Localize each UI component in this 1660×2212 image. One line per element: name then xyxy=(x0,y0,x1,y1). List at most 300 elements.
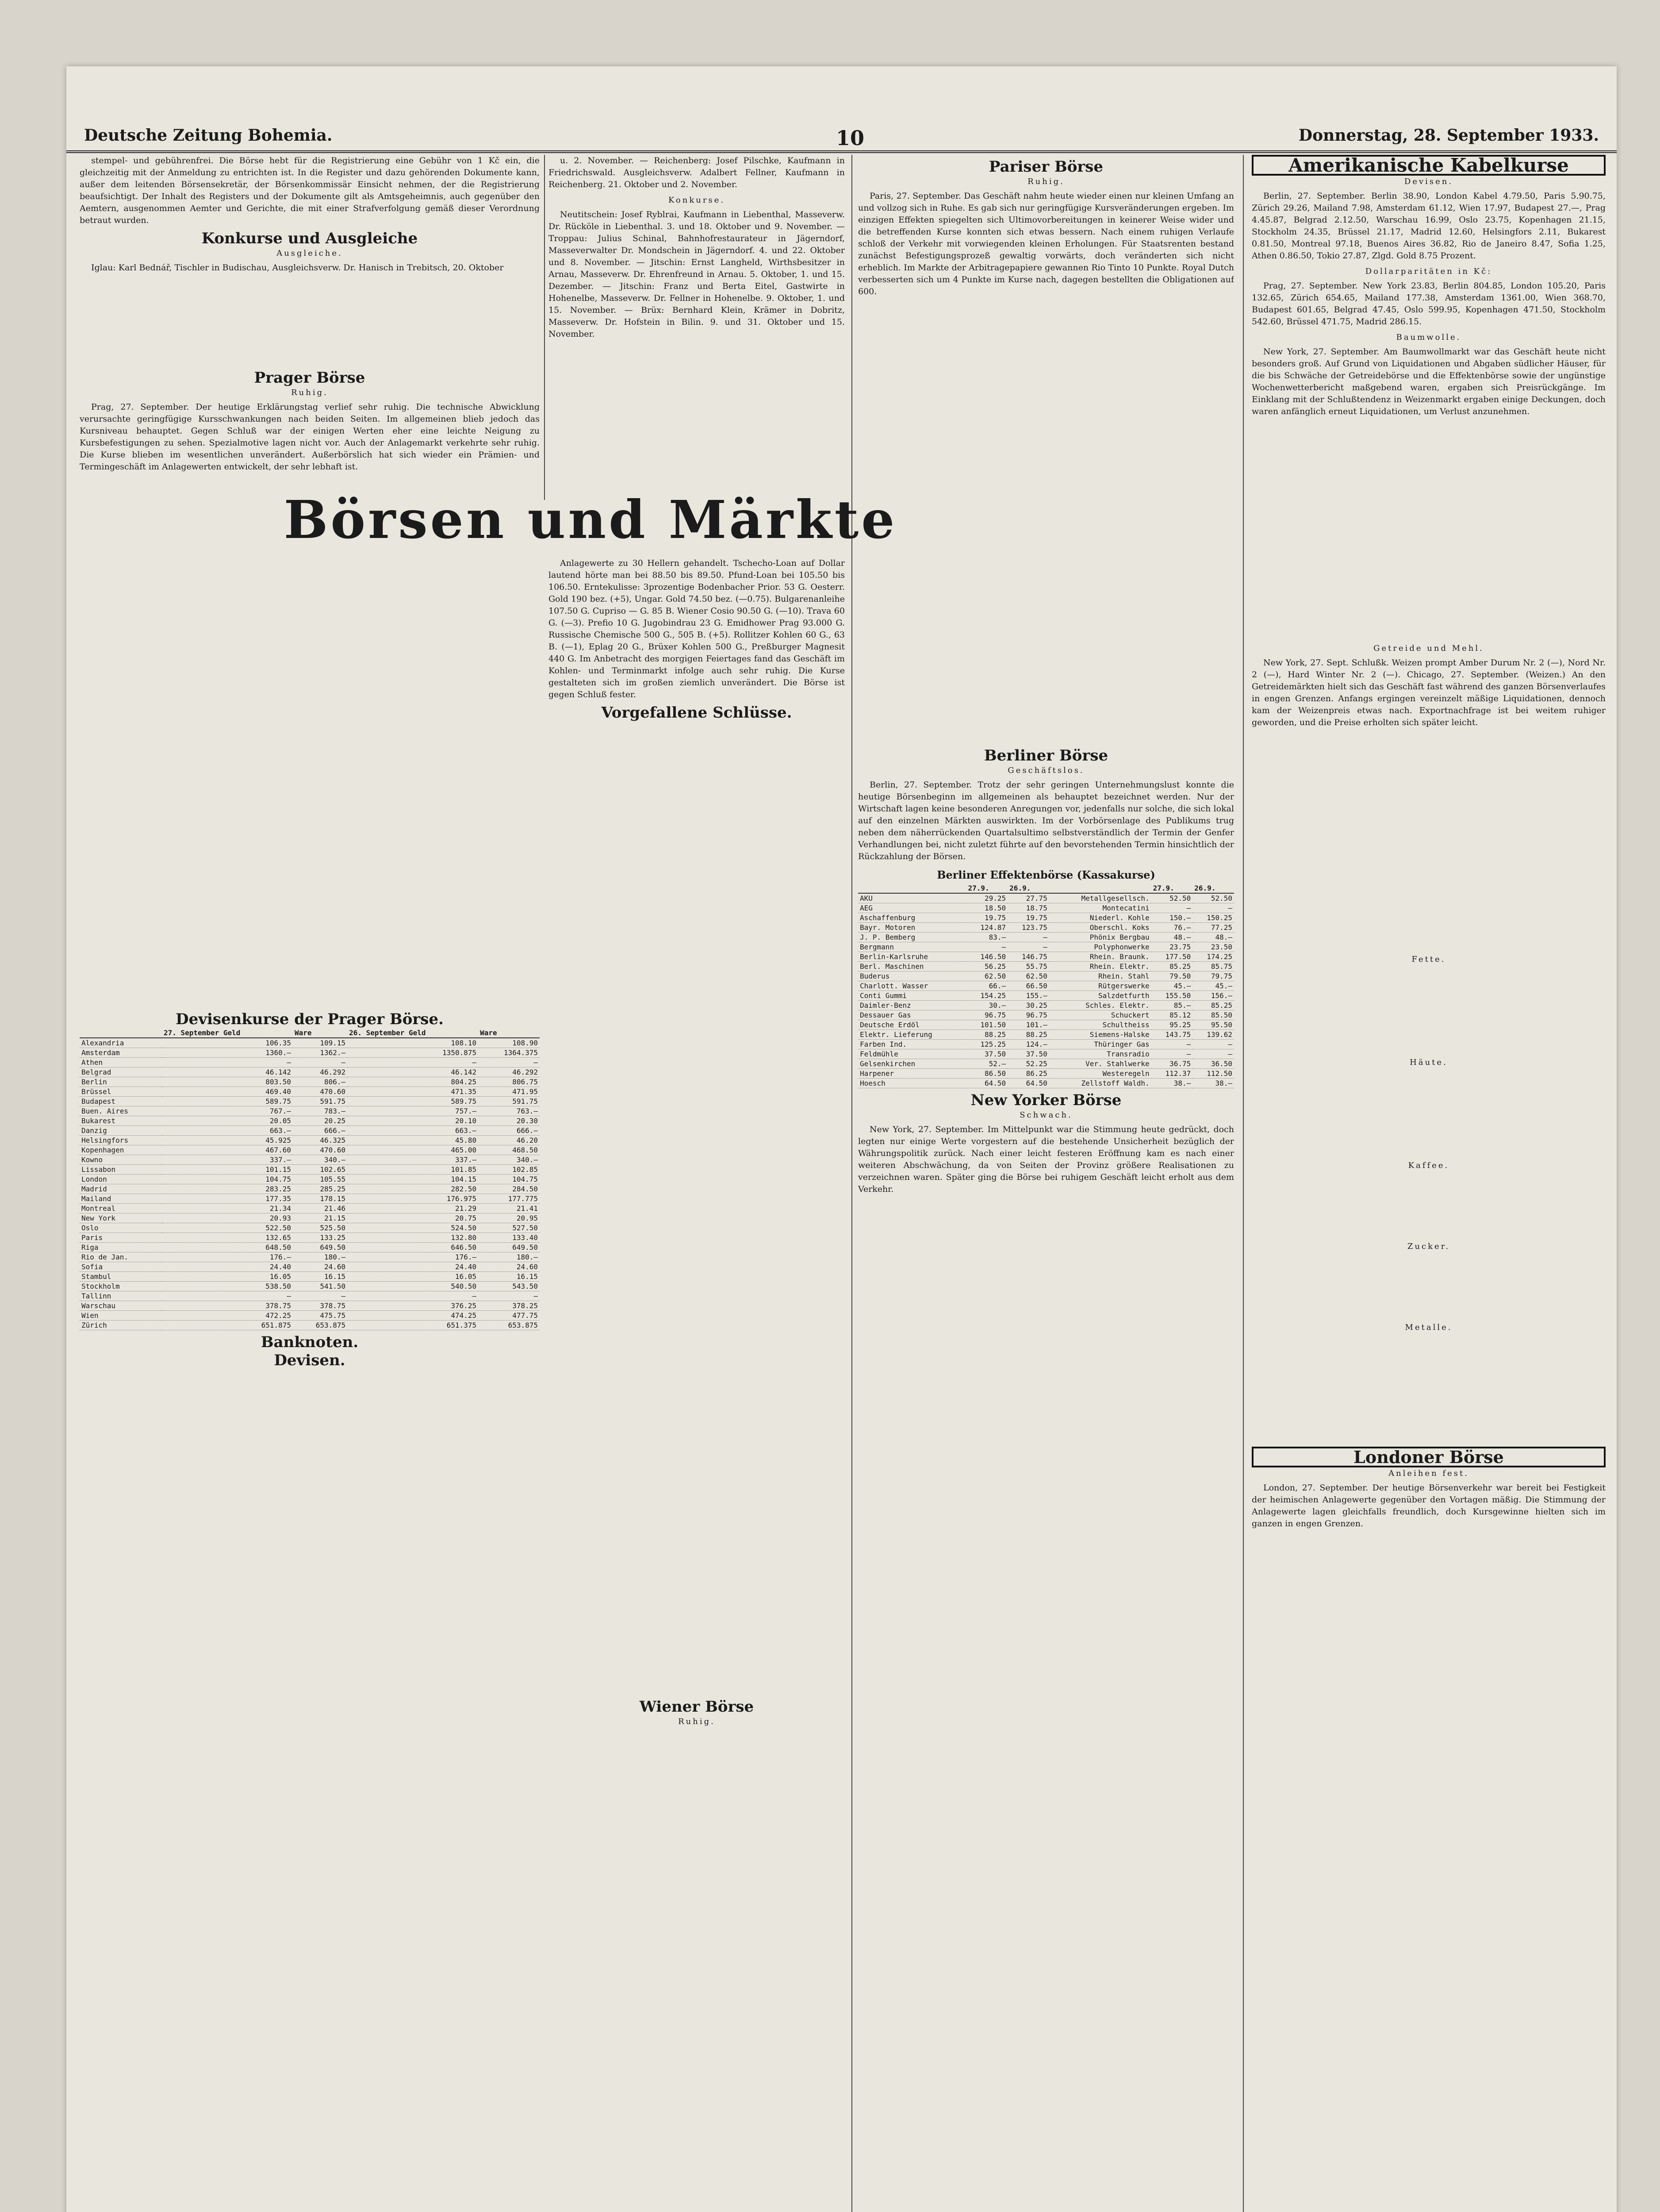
table-cell: 112.50 xyxy=(1192,1069,1234,1079)
table-cell: — xyxy=(1192,1040,1234,1049)
table-cell: 470.60 xyxy=(293,1087,347,1097)
table-cell: 38.— xyxy=(1151,1079,1193,1088)
table-cell: 475.75 xyxy=(293,1311,347,1321)
table-cell: 471.35 xyxy=(347,1087,478,1097)
table-cell: 85.75 xyxy=(1192,962,1234,972)
berliner-paragraph: Berlin, 27. September. Trotz der sehr geringen Unternehmungslust konnte die heutige Börsenbeginn im allgemeinen als behauptet bezeichnet werden. Nur der Wirtschaft lagen keine besonderen Anregungen vor, jedenfalls nur solche, die sich lokal auf den einzelnen Märkten auswirkten. Im der Vorbörsenlage des Publikums trug neben dem näherrückenden Quartalsultimo selbstverständlich der Termin der Genfer Verhandlungen bei, nicht zuletzt führte auf den bevorstehenden Termin hinsichtlich der Rückzahlung der Börsen. xyxy=(858,780,1234,861)
table-cell: 378.75 xyxy=(293,1301,347,1311)
table-cell: Rhein. Braunk. xyxy=(1049,952,1151,962)
table-cell: 146.50 xyxy=(966,952,1008,962)
table-cell: 132.80 xyxy=(347,1233,478,1243)
table-cell: 803.50 xyxy=(162,1077,293,1087)
table-cell: 24.40 xyxy=(162,1262,293,1272)
table-cell: 649.50 xyxy=(293,1243,347,1252)
effekten-row xyxy=(858,913,1234,923)
table-cell: 283.25 xyxy=(162,1184,293,1194)
devisen-row xyxy=(80,1068,540,1077)
getreide-paragraph: New York, 27. Sept. Schlußk. Weizen prompt Amber Durum Nr. 2 (—), Nord Nr. 2 (—), Hard Winter Nr. 2 (—). Chicago, 27. September. (Weizen.) An den Getreidemärkten hielt sich das Geschäft fast während des ganzen Börsenverlaufes in engen Grenzen. Anfangs ergingen vereinzelt mäßige Liquidationen, dennoch kam der Weizenpreis etwas nach. Exportnachfrage ist bei weitem ruhiger geworden, und die Preise erholten sich später leicht. xyxy=(1252,658,1606,727)
table-cell: 340.— xyxy=(293,1155,347,1165)
table-cell: 104.15 xyxy=(347,1175,478,1184)
table-cell: 104.75 xyxy=(162,1175,293,1184)
table-cell: 29.25 xyxy=(966,893,1008,903)
effekten-row xyxy=(858,952,1234,962)
effekten-row xyxy=(858,903,1234,913)
table-cell: 337.— xyxy=(162,1155,293,1165)
table-cell: London xyxy=(80,1175,162,1184)
banknoten-heading: Banknoten. xyxy=(261,1333,359,1351)
table-cell: AEG xyxy=(858,903,966,913)
devisen-row xyxy=(80,1301,540,1311)
effekten-row xyxy=(858,1049,1234,1059)
table-cell: 177.35 xyxy=(162,1194,293,1204)
table-cell: Stambul xyxy=(80,1272,162,1282)
boersen-banner: Börsen und Märkte xyxy=(284,489,897,550)
devisen-row xyxy=(80,1126,540,1136)
table-cell: 150.25 xyxy=(1192,913,1234,923)
kabelkurse-heading: Amerikanische Kabelkurse xyxy=(1252,155,1606,176)
table-cell: Amsterdam xyxy=(80,1048,162,1058)
table-cell: 64.50 xyxy=(966,1079,1008,1088)
table-cell: 468.50 xyxy=(478,1145,540,1155)
table-cell: 66.50 xyxy=(1008,981,1049,991)
table-cell: Danzig xyxy=(80,1126,162,1136)
table-cell: 178.15 xyxy=(293,1194,347,1204)
table-header-cell: 27.9. xyxy=(966,883,1008,893)
markt-paragraph: Anlagewerte zu 30 Hellern gehandelt. Tschecho-Loan auf Dollar lautend hörte man bei 88.50 bis 89.50. Pfund-Loan bei 105.50 bis 106.50. Erntekulisse: 3prozentige Bodenbacher Prior. 53 G. Oesterr. Gold 190 bez. (+5), Ungar. Gold 74.50 bez. (—0.75). Bulgarenanleihe 107.50 G. Cupriso — G. 85 B. Wiener Cosio 90.50 G. (—10). Trava 60 G. (—3). Prefio 10 G. Jugobindrau 23 G. Emidhower Prag 93.000 G. Russische Chemische 500 G., 505 B. (+5). Rollitzer Kohlen 60 G., 63 B. (—1), Eplag 20 G., Brüxer Kohlen 500 G., Preßburger Magnesit 440 G. Im Anbetracht des morgigen Feiertages fand das Geschäft im Kohlen- und Terminmarkt infolge auch sehr ruhig. Die Kurse gestalteten sich im großen ziemlich unverändert. Die Börse ist gegen Schluß fester. xyxy=(548,558,845,699)
table-cell: Budapest xyxy=(80,1097,162,1106)
table-cell: Belgrad xyxy=(80,1068,162,1077)
konkurse-head-2: Konkurse. xyxy=(668,196,725,205)
devisen-row xyxy=(80,1038,540,1048)
devisen-row xyxy=(80,1243,540,1252)
table-cell: — xyxy=(1151,1049,1193,1059)
devisen-row xyxy=(80,1077,540,1087)
table-cell: 16.15 xyxy=(293,1272,347,1282)
table-cell: 46.142 xyxy=(162,1068,293,1077)
effekten-row xyxy=(858,893,1234,903)
table-cell: 651.375 xyxy=(347,1321,478,1330)
table-cell: 133.25 xyxy=(293,1233,347,1243)
table-cell: Warschau xyxy=(80,1301,162,1311)
table-cell: Berlin-Karlsruhe xyxy=(858,952,966,962)
table-cell: — xyxy=(293,1291,347,1301)
table-cell: 1360.— xyxy=(162,1048,293,1058)
table-cell: 282.50 xyxy=(347,1184,478,1194)
table-cell: 589.75 xyxy=(347,1097,478,1106)
table-cell: Buen. Aires xyxy=(80,1106,162,1116)
table-cell: 155.— xyxy=(1008,991,1049,1001)
table-cell: 155.50 xyxy=(1151,991,1193,1001)
table-cell: 376.25 xyxy=(347,1301,478,1311)
table-cell: Oslo xyxy=(80,1223,162,1233)
table-cell: 46.142 xyxy=(347,1068,478,1077)
table-cell: 591.75 xyxy=(478,1097,540,1106)
table-cell: 806.— xyxy=(293,1077,347,1087)
table-cell: 52.50 xyxy=(1192,893,1234,903)
column-1 xyxy=(80,155,540,2212)
devisen-row xyxy=(80,1058,540,1068)
table-cell: 45.925 xyxy=(162,1136,293,1145)
table-cell: Riga xyxy=(80,1243,162,1252)
table-cell: 176.— xyxy=(162,1252,293,1262)
table-cell: 21.46 xyxy=(293,1204,347,1214)
table-cell: 45.— xyxy=(1192,981,1234,991)
baumwolle-paragraph: New York, 27. September. Am Baumwollmarkt war das Geschäft heute nicht besonders groß. Auf Grund von Liquidationen und Abgaben südlicher Häuser, für die bis Schwäche der Getreidebörse und die Effektenbörse sowie der ungünstige Wochenwetterbericht maßgebend waren, ergaben sich Preisrückgänge. Im Einklang mit der Schlußtendenz in Weizenmarkt ergaben einige Deckungen, doch waren anfänglich erneut Liquidationen, um Verlust anzunehmen. xyxy=(1252,347,1606,416)
devisen-heading: Devisenkurse der Prager Börse. xyxy=(176,1010,444,1028)
table-cell: 16.05 xyxy=(347,1272,478,1282)
dollar-heading: Dollarparitäten in Kč: xyxy=(1365,267,1492,276)
london-heading: Londoner Börse xyxy=(1252,1447,1606,1467)
table-cell: Oberschl. Koks xyxy=(1049,923,1151,933)
table-cell: 38.— xyxy=(1192,1079,1234,1088)
table-cell: 30.25 xyxy=(1008,1001,1049,1010)
table-cell: 88.25 xyxy=(1008,1030,1049,1040)
table-cell: 79.75 xyxy=(1192,972,1234,981)
table-cell: 804.25 xyxy=(347,1077,478,1087)
table-cell: 24.60 xyxy=(293,1262,347,1272)
table-cell: Farben Ind. xyxy=(858,1040,966,1049)
table-cell: 96.75 xyxy=(1008,1010,1049,1020)
devisen-row xyxy=(80,1311,540,1321)
table-cell: 806.75 xyxy=(478,1077,540,1087)
table-cell: 37.50 xyxy=(1008,1049,1049,1059)
table-cell: 79.50 xyxy=(1151,972,1193,981)
table-cell: Zürich xyxy=(80,1321,162,1330)
table-cell: 85.12 xyxy=(1151,1010,1193,1020)
effekten-row xyxy=(858,981,1234,991)
table-cell: 95.25 xyxy=(1151,1020,1193,1030)
reichenberg-paragraph: u. 2. November. — Reichenberg: Josef Pilschke, Kaufmann in Friedrichswald. Ausgleichsverw. Adalbert Fellner, Kaufmann in Reichenberg. 21. Oktober und 2. November. xyxy=(548,156,845,189)
table-cell: 24.60 xyxy=(478,1262,540,1272)
table-cell: 56.25 xyxy=(966,962,1008,972)
table-cell: — xyxy=(1192,903,1234,913)
table-cell: Paris xyxy=(80,1233,162,1243)
table-cell: 378.25 xyxy=(478,1301,540,1311)
table-cell: Dessauer Gas xyxy=(858,1010,966,1020)
devisen-row xyxy=(80,1282,540,1291)
table-cell: 36.75 xyxy=(1151,1059,1193,1069)
table-cell: Daimler-Benz xyxy=(858,1001,966,1010)
devisen-row xyxy=(80,1165,540,1175)
table-header-cell: Ware xyxy=(478,1028,540,1038)
table-cell: 85.— xyxy=(1151,1001,1193,1010)
table-cell: 83.— xyxy=(966,933,1008,942)
konkurse-paragraph: Iglau: Karl Bednář, Tischler in Budischau, Ausgleichsverw. Dr. Hanisch in Trebitsch, 20. Oktober xyxy=(91,263,504,273)
table-cell: Charlott. Wasser xyxy=(858,981,966,991)
konkurse-subheading: Ausgleiche. xyxy=(276,249,343,258)
table-cell: 143.75 xyxy=(1151,1030,1193,1040)
table-cell: 27.75 xyxy=(1008,893,1049,903)
table-cell: 767.— xyxy=(162,1106,293,1116)
table-cell: Conti Gummi xyxy=(858,991,966,1001)
table-cell: 1364.375 xyxy=(478,1048,540,1058)
table-cell: 18.75 xyxy=(1008,903,1049,913)
table-cell: 540.50 xyxy=(347,1282,478,1291)
table-cell: Alexandria xyxy=(80,1038,162,1048)
table-cell: 20.30 xyxy=(478,1116,540,1126)
table-cell: 85.25 xyxy=(1151,962,1193,972)
table-cell: Rhein. Elektr. xyxy=(1049,962,1151,972)
table-cell: Kopenhagen xyxy=(80,1145,162,1155)
table-cell: 472.25 xyxy=(162,1311,293,1321)
devisen-row xyxy=(80,1291,540,1301)
devisen2-heading: Devisen. xyxy=(274,1352,345,1369)
table-cell: Helsingfors xyxy=(80,1136,162,1145)
table-cell: 21.15 xyxy=(293,1214,347,1223)
table-cell: 101.50 xyxy=(966,1020,1008,1030)
table-cell: 176.975 xyxy=(347,1194,478,1204)
newyork-heading: New Yorker Börse xyxy=(970,1091,1122,1109)
prager-paragraph: Prag, 27. September. Der heutige Erklärungstag verlief sehr ruhig. Die technische Abwicklung verursachte geringfügige Kursschwankungen nach beiden Seiten. Im allgemeinen blieb jedoch das Kursniveau behauptet. Gegen Schluß war der einigen Werten eher eine leichte Neigung zu Kursbefestigungen zu sehen. Spezialmotive lagen nicht vor. Auch der Anlagemarkt verkehrte sehr ruhig. Die Kurse blieben im wesentlichen unverändert. Außerbörslich hat sich wieder ein Prämien- und Termingeschäft im Anlagewerten entwickelt, der sehr lebhaft ist. xyxy=(80,402,540,472)
table-header-cell xyxy=(1049,883,1151,893)
table-cell: Rütgerswerke xyxy=(1049,981,1151,991)
table-cell: — xyxy=(478,1058,540,1068)
table-cell: Harpener xyxy=(858,1069,966,1079)
table-cell: 16.05 xyxy=(162,1272,293,1282)
table-cell: — xyxy=(1151,1040,1193,1049)
table-cell: 651.875 xyxy=(162,1321,293,1330)
page-number: 10 xyxy=(836,126,865,150)
table-cell: Rhein. Stahl xyxy=(1049,972,1151,981)
column-2-top xyxy=(548,155,845,509)
devisen-row xyxy=(80,1223,540,1233)
pariser-subheading: Ruhig. xyxy=(1027,177,1065,186)
table-cell: 663.— xyxy=(162,1126,293,1136)
table-header-cell: 26.9. xyxy=(1192,883,1234,893)
column-rule xyxy=(1243,155,1244,2212)
newspaper-name: Deutsche Zeitung Bohemia. xyxy=(84,126,333,145)
effekten-row xyxy=(858,1010,1234,1020)
table-cell: 527.50 xyxy=(478,1223,540,1233)
newyork-paragraph: New York, 27. September. Im Mittelpunkt war die Stimmung heute gedrückt, doch legten nur einige Werte vorgestern auf die bestehende Unsicherheit bezüglich der Währungspolitik zurück. Nach einer leicht festeren Eröffnung kam es nach einer weiteren Abschwächung, da von Seiten der Provinz größere Realisationen zu verzeichnen waren. Später ging die Börse bei ruhigem Geschäft leicht erholt aus dem Verkehr. xyxy=(858,1125,1234,1194)
table-cell: 150.— xyxy=(1151,913,1193,923)
column-rule xyxy=(544,155,545,500)
table-cell: 108.90 xyxy=(478,1038,540,1048)
table-cell: 132.65 xyxy=(162,1233,293,1243)
effekten-row xyxy=(858,1030,1234,1040)
dollar-paragraph: Prag, 27. September. New York 23.83, Berlin 804.85, London 105.20, Paris 132.65, Zürich 654.65, Mailand 177.38, Amsterdam 1361.00, Wien 368.70, Budapest 601.65, Belgrad 47.45, Oslo 599.95, Kopenhagen 471.50, Stockholm 542.60, Brüssel 471.75, Madrid 286.15. xyxy=(1252,281,1606,326)
column-rule xyxy=(851,155,852,2212)
table-cell: 20.10 xyxy=(347,1116,478,1126)
table-cell: — xyxy=(1008,933,1049,942)
table-cell: 86.50 xyxy=(966,1069,1008,1079)
konkurse-heading: Konkurse und Ausgleiche xyxy=(201,230,418,247)
table-cell: 48.— xyxy=(1151,933,1193,942)
table-cell: Westeregeln xyxy=(1049,1069,1151,1079)
table-cell: — xyxy=(347,1058,478,1068)
table-cell: 37.50 xyxy=(966,1049,1008,1059)
table-cell: 284.50 xyxy=(478,1184,540,1194)
devisen-row xyxy=(80,1145,540,1155)
table-cell: 467.60 xyxy=(162,1145,293,1155)
table-cell: New York xyxy=(80,1214,162,1223)
table-cell: 106.35 xyxy=(162,1038,293,1048)
table-cell: Deutsche Erdöl xyxy=(858,1020,966,1030)
devisen-row xyxy=(80,1048,540,1058)
effekten-row xyxy=(858,1069,1234,1079)
table-cell: 85.25 xyxy=(1192,1001,1234,1010)
table-cell: 46.20 xyxy=(478,1136,540,1145)
table-cell: Bergmann xyxy=(858,942,966,952)
table-cell: 88.25 xyxy=(966,1030,1008,1040)
table-cell: Feldmühle xyxy=(858,1049,966,1059)
table-cell: 180.— xyxy=(293,1252,347,1262)
column-2 xyxy=(548,557,845,2212)
table-header-cell: Ware xyxy=(293,1028,347,1038)
table-cell: 20.93 xyxy=(162,1214,293,1223)
table-cell: 66.— xyxy=(966,981,1008,991)
table-cell: 20.25 xyxy=(293,1116,347,1126)
table-cell: Buderus xyxy=(858,972,966,981)
table-cell: 45.— xyxy=(1151,981,1193,991)
table-cell: 85.50 xyxy=(1192,1010,1234,1020)
table-cell: Phönix Bergbau xyxy=(1049,933,1151,942)
london-subheading: Anleihen fest. xyxy=(1388,1469,1469,1478)
table-cell: Bukarest xyxy=(80,1116,162,1126)
kabelkurse-subheading: Devisen. xyxy=(1404,177,1453,186)
effekten-row xyxy=(858,933,1234,942)
table-cell: Kowno xyxy=(80,1155,162,1165)
register-paragraph: stempel- und gebührenfrei. Die Börse hebt für die Registrierung eine Gebühr von 1 Kč ein, die gleichzeitig mit der Anmeldung zu entrichten ist. In die Register und dazu gehörenden Dokumente kann, außer dem leitenden Börsensekretär, der Börsenkommissär Einsicht nehmen, der die Registrierung beaufsichtigt. Der Inhalt des Registers und der Dokumente gilt als Amtsgeheimnis, auch gegenüber den Aemtern, ausgenommen Aemter und Gerichte, die mit einer Strafverfolgung gemäß dieser Verordnung betraut wurden. xyxy=(80,156,540,225)
table-cell: Berlin xyxy=(80,1077,162,1087)
column-4 xyxy=(1252,155,1606,2212)
fette-heading: Fette. xyxy=(1411,955,1446,964)
devisen-row xyxy=(80,1155,540,1165)
table-cell: Metallgesellsch. xyxy=(1049,893,1151,903)
table-cell: Sofia xyxy=(80,1262,162,1272)
table-cell: 48.— xyxy=(1192,933,1234,942)
table-cell: 95.50 xyxy=(1192,1020,1234,1030)
effekten-row xyxy=(858,991,1234,1001)
table-cell: Gelsenkirchen xyxy=(858,1059,966,1069)
table-cell: Mailand xyxy=(80,1194,162,1204)
schluesse-heading: Vorgefallene Schlüsse. xyxy=(601,704,792,722)
table-cell: 522.50 xyxy=(162,1223,293,1233)
table-cell: 591.75 xyxy=(293,1097,347,1106)
table-cell: 653.875 xyxy=(293,1321,347,1330)
konkurse-paragraph-2: Neutitschein: Josef Ryblrai, Kaufmann in Liebenthal, Masseverw. Dr. Rücköle in Liebenthal. 3. und 18. Oktober und 9. November. — Troppau: Julius Schinal, Bahnhofrestaurateur in Jägerndorf, Masseverwalter Dr. Mondschein in Jägerndorf. 4. und 22. Oktober und 8. November. — Jitschin: Ernst Langheld, Wirthsbesitzer in Arnau, Masseverw. Dr. Ehrenfreund in Arnau. 5. Oktober, 1. und 15. Dezember. — Jitschin: Franz und Berta Eitel, Gastwirte in Hohenelbe, Masseverw. Dr. Fellner in Hohenelbe. 9. Oktober, 1. und 15. November. — Brüx: Bernhard Klein, Krämer in Dobritz, Masseverw. Dr. Hofstein in Bilin. 9. und 31. Oktober und 15. November. xyxy=(548,210,845,339)
table-cell: 285.25 xyxy=(293,1184,347,1194)
table-cell: 589.75 xyxy=(162,1097,293,1106)
table-cell: 112.37 xyxy=(1151,1069,1193,1079)
table-cell: 469.40 xyxy=(162,1087,293,1097)
table-header-cell xyxy=(858,883,966,893)
table-cell: 524.50 xyxy=(347,1223,478,1233)
table-cell: Ver. Stahlwerke xyxy=(1049,1059,1151,1069)
baumwolle-heading: Baumwolle. xyxy=(1396,333,1461,342)
table-cell: 1350.875 xyxy=(347,1048,478,1058)
table-cell: 123.75 xyxy=(1008,923,1049,933)
kabelkurse-paragraph: Berlin, 27. September. Berlin 38.90, London Kabel 4.79.50, Paris 5.90.75, Zürich 29.26, Mailand 7.98, Amsterdam 61.12, Wien 17.97, Budapest 27.—, Prag 4.45.87, Belgrad 2.12.50, Warschau 16.99, Oslo 23.75, Kopenhagen 21.15, Stockholm 24.35, Brüssel 21.17, Madrid 12.60, Helsingfors 2.11, Bukarest 0.81.50, Montreal 97.18, Buenos Aires 36.82, Rio de Janeiro 8.47, Sofia 1.25, Athen 0.86.50, Tokio 27.87, Zlgd. Gold 8.75 Prozent. xyxy=(1252,191,1606,261)
table-cell: — xyxy=(347,1291,478,1301)
table-cell: 477.75 xyxy=(478,1311,540,1321)
table-cell: Elektr. Lieferung xyxy=(858,1030,966,1040)
table-cell: Schultheiss xyxy=(1049,1020,1151,1030)
table-cell: 105.55 xyxy=(293,1175,347,1184)
table-cell: 46.292 xyxy=(293,1068,347,1077)
devisen-row xyxy=(80,1106,540,1116)
table-cell: 20.75 xyxy=(347,1214,478,1223)
table-cell: 525.50 xyxy=(293,1223,347,1233)
column-3 xyxy=(858,155,1234,2212)
table-cell: Brüssel xyxy=(80,1087,162,1097)
table-header-cell: 27. September Geld xyxy=(162,1028,293,1038)
table-cell: 1362.— xyxy=(293,1048,347,1058)
devisen-row xyxy=(80,1204,540,1214)
effekten-row xyxy=(858,923,1234,933)
table-cell: 666.— xyxy=(293,1126,347,1136)
table-cell: Schles. Elektr. xyxy=(1049,1001,1151,1010)
devisen-row xyxy=(80,1087,540,1097)
table-cell: 101.15 xyxy=(162,1165,293,1175)
issue-date: Donnerstag, 28. September 1933. xyxy=(1298,126,1599,145)
devisen-row xyxy=(80,1116,540,1126)
devisen-row xyxy=(80,1272,540,1282)
table-cell: 757.— xyxy=(347,1106,478,1116)
table-cell: 62.50 xyxy=(1008,972,1049,981)
table-cell: 125.25 xyxy=(966,1040,1008,1049)
table-cell: Berl. Maschinen xyxy=(858,962,966,972)
table-cell: 649.50 xyxy=(478,1243,540,1252)
table-cell: Transradio xyxy=(1049,1049,1151,1059)
table-cell: 102.65 xyxy=(293,1165,347,1175)
table-cell: 146.75 xyxy=(1008,952,1049,962)
effekten-row xyxy=(858,1001,1234,1010)
table-cell: 378.75 xyxy=(162,1301,293,1311)
table-header-cell: 26. September Geld xyxy=(347,1028,478,1038)
table-cell: 19.75 xyxy=(1008,913,1049,923)
table-header-cell: 27.9. xyxy=(1151,883,1193,893)
table-cell: 108.10 xyxy=(347,1038,478,1048)
devisen-row xyxy=(80,1233,540,1243)
table-cell: 541.50 xyxy=(293,1282,347,1291)
table-cell: 21.29 xyxy=(347,1204,478,1214)
table-cell: 538.50 xyxy=(162,1282,293,1291)
table-cell: 648.50 xyxy=(162,1243,293,1252)
table-cell: — xyxy=(293,1058,347,1068)
table-cell: 176.— xyxy=(347,1252,478,1262)
table-cell: 46.292 xyxy=(478,1068,540,1077)
table-cell: Aschaffenburg xyxy=(858,913,966,923)
table-cell: Stockholm xyxy=(80,1282,162,1291)
table-cell: 24.40 xyxy=(347,1262,478,1272)
effekten-row xyxy=(858,1020,1234,1030)
table-cell: 663.— xyxy=(347,1126,478,1136)
effekten-table xyxy=(858,883,1234,1088)
table-cell: AKU xyxy=(858,893,966,903)
table-cell: 109.15 xyxy=(293,1038,347,1048)
table-cell: 20.05 xyxy=(162,1116,293,1126)
table-cell: Wien xyxy=(80,1311,162,1321)
table-header-cell xyxy=(80,1028,162,1038)
table-cell: 646.50 xyxy=(347,1243,478,1252)
table-cell: Thüringer Gas xyxy=(1049,1040,1151,1049)
table-cell: 19.75 xyxy=(966,913,1008,923)
devisen-row xyxy=(80,1194,540,1204)
table-cell: Athen xyxy=(80,1058,162,1068)
table-cell: 46.325 xyxy=(293,1136,347,1145)
table-cell: Tallinn xyxy=(80,1291,162,1301)
metalle-heading: Metalle. xyxy=(1405,1323,1453,1332)
table-cell: Madrid xyxy=(80,1184,162,1194)
table-cell: 55.75 xyxy=(1008,962,1049,972)
table-cell: J. P. Bemberg xyxy=(858,933,966,942)
table-cell: 465.00 xyxy=(347,1145,478,1155)
devisen-row xyxy=(80,1136,540,1145)
table-cell: 21.34 xyxy=(162,1204,293,1214)
table-cell: 21.41 xyxy=(478,1204,540,1214)
table-cell: — xyxy=(1151,903,1193,913)
